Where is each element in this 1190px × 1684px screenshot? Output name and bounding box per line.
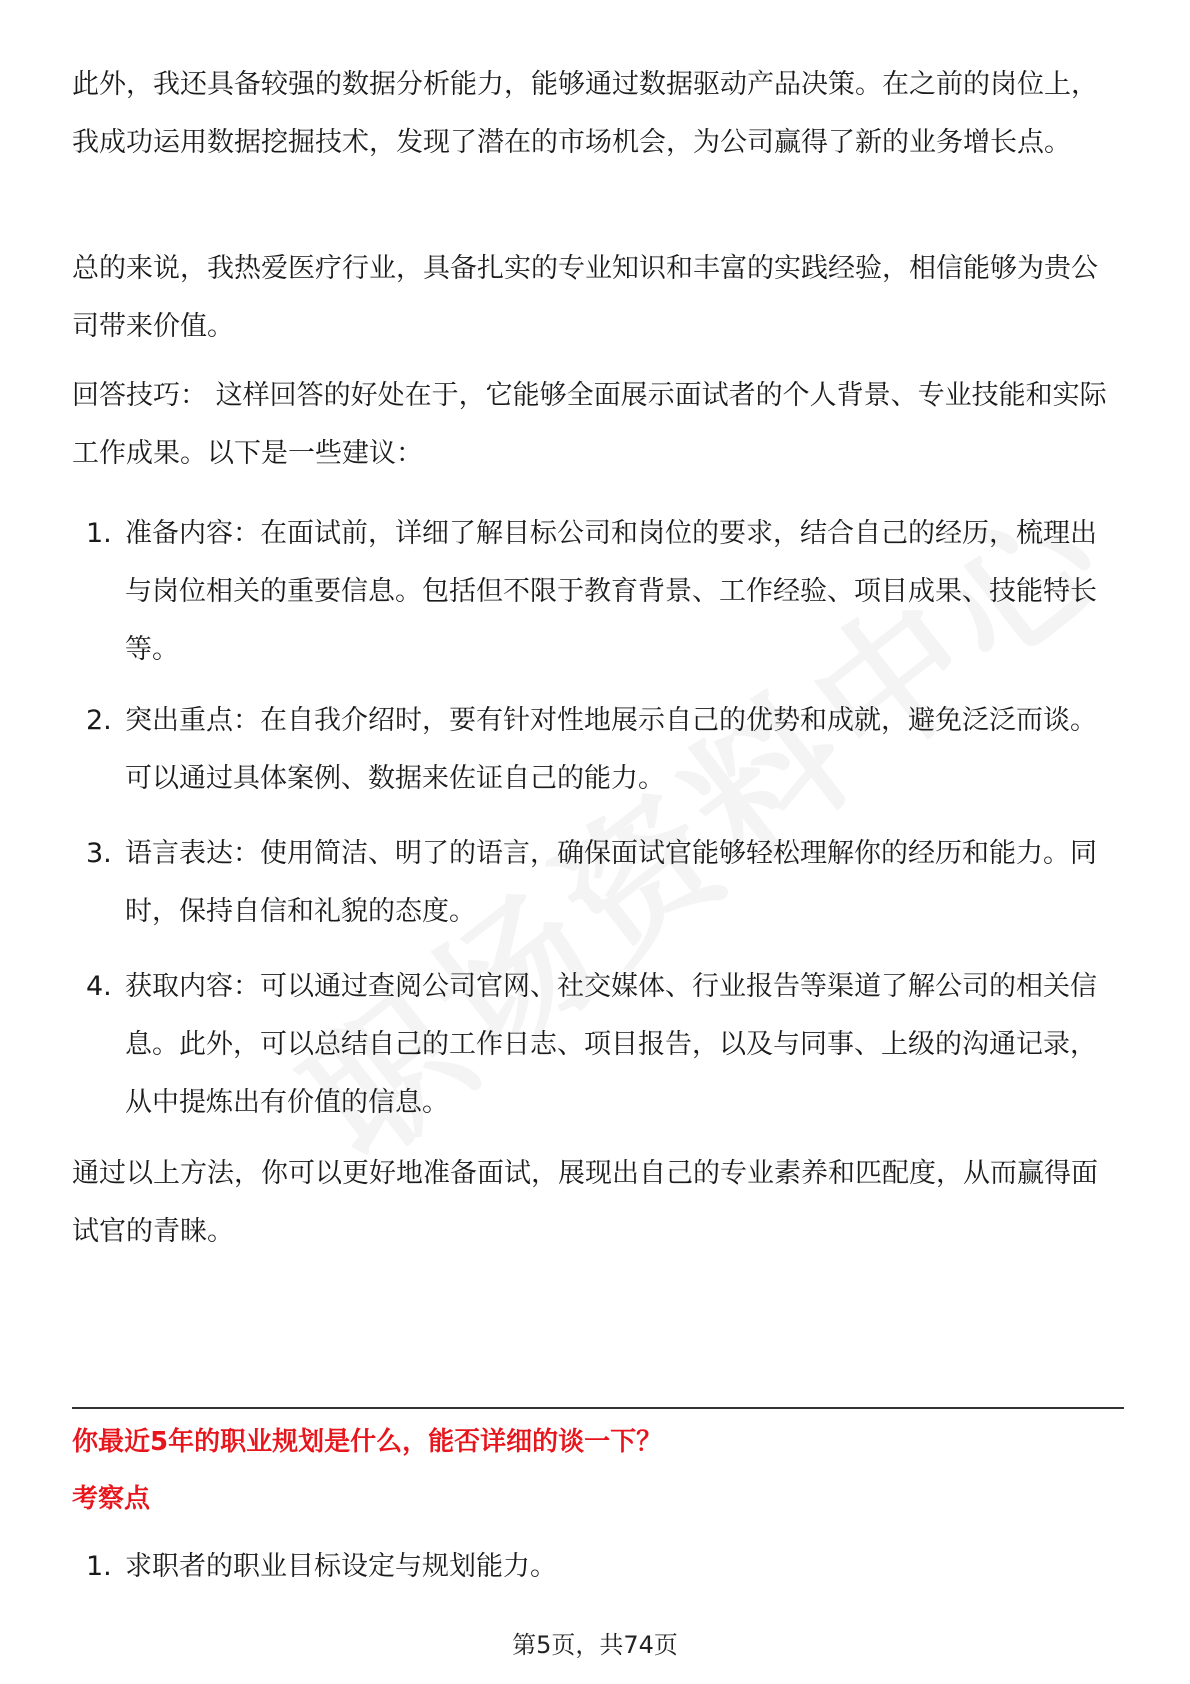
list-number: 3. <box>86 838 112 869</box>
list-number: 4. <box>86 971 112 1002</box>
question-heading: 你最近5年的职业规划是什么，能否详细的谈一下？ <box>72 1427 663 1457</box>
paragraph-conclusion: 通过以上方法，你可以更好地准备面试，展现出自己的专业素养和匹配度，从而赢得面试官的青睐。 <box>72 1158 1098 1247</box>
section-label: 考察点 <box>72 1484 151 1514</box>
list-text: 准备内容：在面试前，详细了解目标公司和岗位的要求，结合自己的经历，梳理出与岗位相关的重要信息。包括但不限于教育背景、工作经验、项目成果、技能特长等。 <box>125 518 1097 665</box>
list-text: 突出重点：在自我介绍时，要有针对性地展示自己的优势和成就，避免泛泛而谈。可以通过具体案例、数据来佐证自己的能力。 <box>125 705 1097 794</box>
page-footer: 第5页，共74页 <box>512 1631 678 1659</box>
list-text: 求职者的职业目标设定与规划能力。 <box>125 1551 557 1582</box>
section-divider <box>72 1407 1124 1409</box>
list-text: 获取内容：可以通过查阅公司官网、社交媒体、行业报告等渠道了解公司的相关信息。此外，可以总结自己的工作日志、项目报告，以及与同事、上级的沟通记录，从中提炼出有价值的信息。 <box>125 971 1097 1118</box>
paragraph-answer-tips: 回答技巧： 这样回答的好处在于，它能够全面展示面试者的个人背景、专业技能和实际工作成果。以下是一些建议： <box>72 380 1107 469</box>
list-number: 1. <box>86 518 112 549</box>
paragraph-data-analysis: 此外，我还具备较强的数据分析能力，能够通过数据驱动产品决策。在之前的岗位上，我成功运用数据挖掘技术，发现了潜在的市场机会，为公司赢得了新的业务增长点。 <box>72 69 1098 158</box>
list-number: 1. <box>86 1551 112 1582</box>
list-text: 语言表达：使用简洁、明了的语言，确保面试官能够轻松理解你的经历和能力。同时，保持自信和礼貌的态度。 <box>125 838 1097 927</box>
list-number: 2. <box>86 705 112 736</box>
paragraph-summary: 总的来说，我热爱医疗行业，具备扎实的专业知识和丰富的实践经验，相信能够为贵公司带来价值。 <box>72 253 1098 342</box>
